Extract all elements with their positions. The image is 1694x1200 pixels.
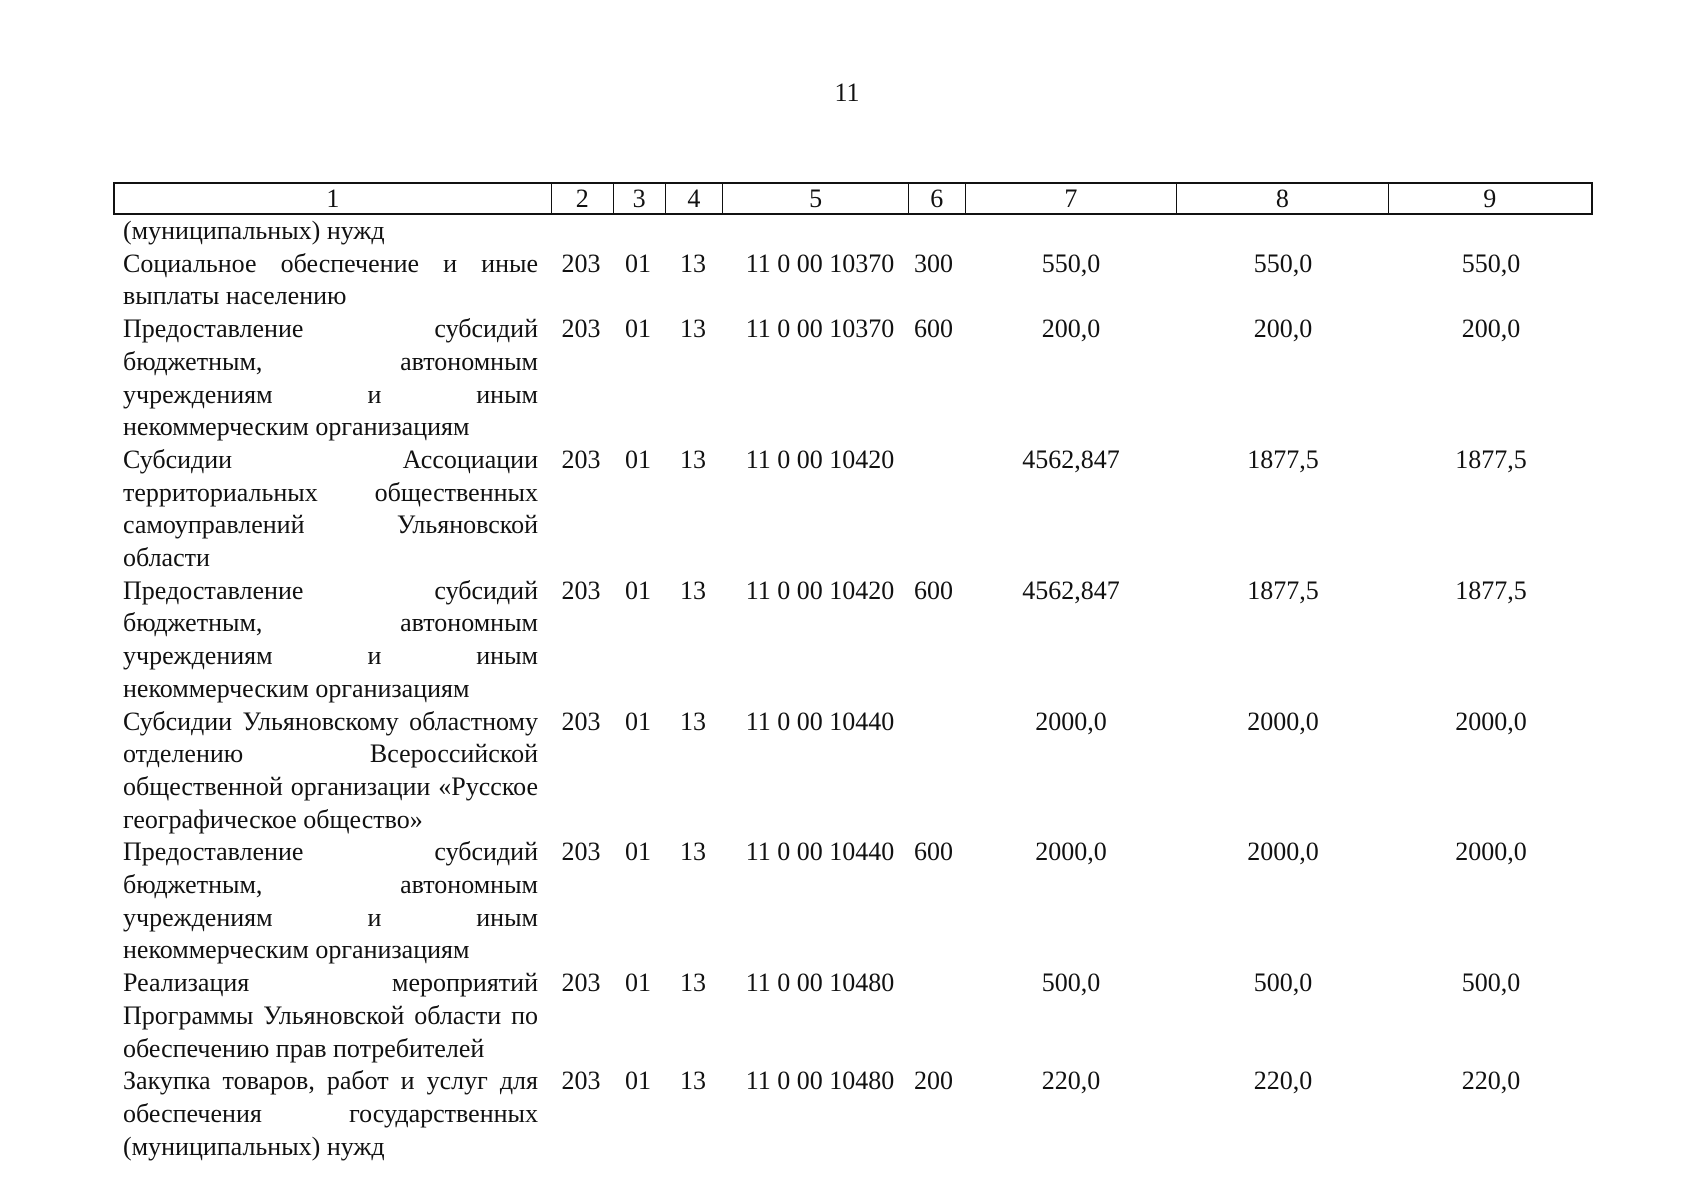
header-col-5: 5 — [722, 184, 908, 213]
row-col-4: 13 — [680, 706, 706, 736]
page-number: 11 — [834, 78, 860, 107]
row-col-2: 203 — [561, 706, 601, 736]
table-row — [113, 248, 1593, 313]
row-col-3: 01 — [625, 1066, 651, 1096]
row-col-6: 600 — [914, 314, 953, 344]
row-continuation-text: (муниципальных) нужд — [123, 216, 385, 245]
row-col-9: 500,0 — [1461, 968, 1521, 998]
row-col-4: 13 — [680, 248, 706, 278]
row-name: Реализация мероприятий Программы Ульяновской области по обеспечению прав потребителей — [123, 968, 538, 1063]
row-col-8: 220,0 — [1253, 1066, 1313, 1096]
row-col-5: 11 0 00 10480 — [745, 1066, 895, 1096]
row-col-7: 500,0 — [1041, 968, 1101, 998]
header-col-4: 4 — [665, 184, 723, 213]
header-col-7: 7 — [965, 184, 1176, 213]
table-row — [113, 1065, 1593, 1163]
row-col-7: 550,0 — [1041, 248, 1101, 278]
row-col-6: 600 — [914, 837, 953, 867]
header-col-1: 1 — [326, 184, 340, 213]
row-col-4: 13 — [680, 968, 706, 998]
row-col-3: 01 — [625, 575, 651, 605]
row-col-8: 1877,5 — [1247, 575, 1319, 605]
row-col-2: 203 — [561, 1066, 601, 1096]
row-col-4: 13 — [680, 314, 706, 344]
row-col-4: 13 — [680, 1066, 706, 1096]
row-col-3: 01 — [625, 968, 651, 998]
row-col-9: 1877,5 — [1455, 575, 1527, 605]
row-name: Предоставление субсидий бюджетным, автономным учреждениям и иным некоммерческим организациям — [123, 837, 538, 965]
row-col-7: 220,0 — [1041, 1066, 1101, 1096]
row-col-5: 11 0 00 10370 — [745, 314, 895, 344]
row-col-5: 11 0 00 10420 — [745, 444, 895, 474]
row-col-6: 300 — [914, 248, 953, 278]
row-col-9: 2000,0 — [1455, 837, 1527, 867]
row-col-4: 13 — [680, 575, 706, 605]
row-col-9: 1877,5 — [1455, 444, 1527, 474]
row-col-2: 203 — [561, 837, 601, 867]
row-col-5: 11 0 00 10440 — [745, 706, 895, 736]
row-col-6: 600 — [914, 575, 953, 605]
row-col-9: 200,0 — [1461, 314, 1521, 344]
row-col-5: 11 0 00 10480 — [745, 968, 895, 998]
row-col-5: 11 0 00 10420 — [745, 575, 895, 605]
row-name: Предоставление субсидий бюджетным, автономным учреждениям и иным некоммерческим организациям — [123, 314, 538, 442]
row-col-5: 11 0 00 10440 — [745, 837, 895, 867]
table-row — [113, 706, 1593, 837]
header-col-9: 9 — [1388, 184, 1591, 213]
table-row — [113, 444, 1593, 575]
row-col-2: 203 — [561, 444, 601, 474]
header-col-3: 3 — [613, 184, 665, 213]
table-row — [113, 967, 1593, 1065]
row-col-3: 01 — [625, 314, 651, 344]
row-name: Предоставление субсидий бюджетным, автономным учреждениям и иным некоммерческим организациям — [123, 575, 538, 703]
row-col-2: 203 — [561, 968, 601, 998]
row-col-8: 550,0 — [1253, 248, 1313, 278]
header-col-6: 6 — [908, 184, 965, 213]
table-row — [113, 313, 1593, 444]
row-col-8: 200,0 — [1253, 314, 1313, 344]
row-col-7: 4562,847 — [1022, 575, 1120, 605]
row-name: Социальное обеспечение и иные выплаты населению — [123, 248, 538, 311]
budget-table — [113, 182, 1593, 1163]
row-name: Субсидии Ульяновскому областному отделению Всероссийской общественной организации «Русское географическое общество» — [123, 706, 538, 834]
row-col-2: 203 — [561, 575, 601, 605]
row-name: Субсидии Ассоциации территориальных общественных самоуправлений Ульяновской области — [123, 444, 538, 573]
row-col-8: 2000,0 — [1247, 837, 1319, 867]
row-col-3: 01 — [625, 837, 651, 867]
row-col-4: 13 — [680, 837, 706, 867]
row-col-7: 200,0 — [1041, 314, 1101, 344]
table-row — [113, 836, 1593, 967]
header-col-2: 2 — [551, 184, 613, 213]
row-col-3: 01 — [625, 444, 651, 474]
row-col-2: 203 — [561, 314, 601, 344]
row-col-8: 1877,5 — [1247, 444, 1319, 474]
row-col-7: 2000,0 — [1035, 837, 1107, 867]
table-row-continuation — [113, 215, 1593, 248]
row-col-4: 13 — [680, 444, 706, 474]
row-col-7: 4562,847 — [1022, 444, 1120, 474]
row-col-9: 220,0 — [1461, 1066, 1521, 1096]
row-name: Закупка товаров, работ и услуг для обеспечения государственных (муниципальных) нужд — [123, 1066, 538, 1161]
row-col-8: 2000,0 — [1247, 706, 1319, 736]
row-col-2: 203 — [561, 248, 601, 278]
row-col-8: 500,0 — [1253, 968, 1313, 998]
row-col-9: 550,0 — [1461, 248, 1521, 278]
row-col-5: 11 0 00 10370 — [745, 248, 895, 278]
header-col-8: 8 — [1176, 184, 1387, 213]
table-row — [113, 575, 1593, 706]
table-header-row — [113, 182, 1593, 215]
row-col-6: 200 — [914, 1066, 953, 1096]
table-body — [113, 215, 1593, 1163]
row-col-9: 2000,0 — [1455, 706, 1527, 736]
row-col-7: 2000,0 — [1035, 706, 1107, 736]
row-col-3: 01 — [625, 248, 651, 278]
row-col-3: 01 — [625, 706, 651, 736]
